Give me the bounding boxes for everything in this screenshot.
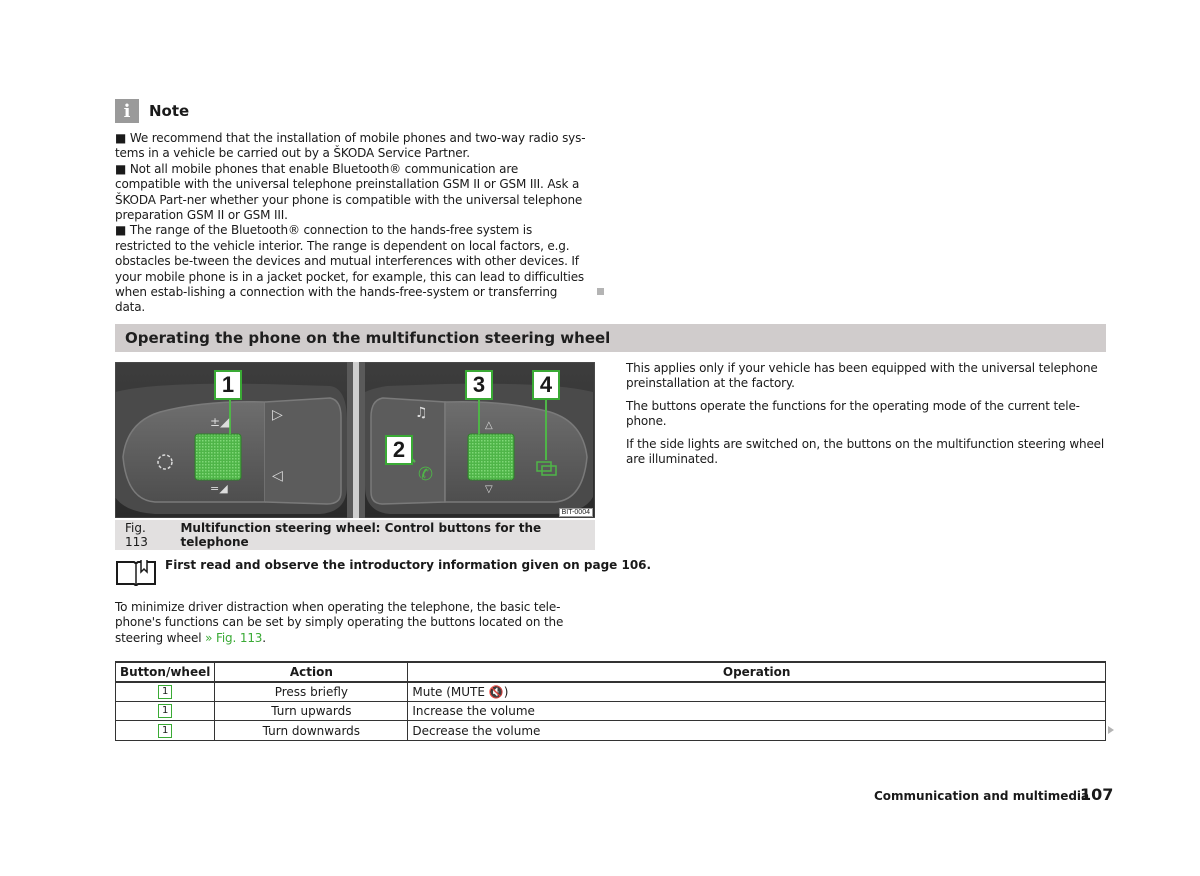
- action-cell: Turn upwards: [215, 701, 408, 721]
- section-header: [115, 324, 1106, 352]
- paragraph: The buttons operate the functions for the operating mode of the current tele-phone.: [626, 398, 1080, 429]
- figure-caption: [115, 520, 595, 550]
- book-icon: [115, 558, 157, 588]
- steering-wheel-figure: [115, 362, 595, 518]
- section-title: Operating the phone on the multifunction steering wheel: [125, 329, 611, 347]
- button-number-badge: 1: [158, 724, 172, 738]
- table-row: [116, 721, 1106, 741]
- svg-text:△: △: [485, 420, 493, 431]
- note-bullet: ■ The range of the Bluetooth® connection to the hands-free system is restricted to the vehicle interior. The range is dependent on local factors, e.g. obstacles be-tween the devices and mutual interferences with other devices. If your mobile phone is in a jacket pocket, for example, this can lead to difficulties when estab-lishing a connection with the hands-free-system or transferring data.: [115, 223, 585, 315]
- callout-1: 1: [214, 370, 242, 400]
- svg-text:±◢: ±◢: [210, 415, 230, 429]
- action-cell: Press briefly: [215, 682, 408, 702]
- right-column: [626, 361, 1106, 474]
- operation-cell: Increase the volume: [408, 701, 1106, 721]
- svg-text:♫: ♫: [415, 405, 428, 421]
- callout-2: 2: [385, 435, 413, 465]
- table-header-row: [116, 662, 1106, 682]
- svg-text:=◢: =◢: [210, 482, 228, 495]
- caption-text: Multifunction steering wheel: Control buttons for the telephone: [180, 521, 542, 549]
- svg-text:✆: ✆: [418, 464, 434, 485]
- table-row: [116, 701, 1106, 721]
- intro-paragraph: To minimize driver distraction when operating the telephone, the basic tele-phone's functions can be set by simply operating the buttons located on the steering wheel » Fig. 113.: [115, 600, 564, 645]
- info-icon: i: [115, 99, 139, 123]
- callout-4: 4: [532, 370, 560, 400]
- operations-table: [115, 661, 1106, 741]
- footer-chapter-label: Communication and multimedia: [874, 789, 1090, 803]
- column-header: Operation: [408, 662, 1106, 682]
- end-of-section-marker: [597, 288, 604, 295]
- button-number-badge: 1: [158, 685, 172, 699]
- continued-arrow-icon: [1108, 726, 1114, 734]
- steering-wheel-illustration: [115, 362, 595, 518]
- read-first-hint: First read and observe the introductory information given on page 106.: [165, 558, 652, 572]
- paragraph: If the side lights are switched on, the buttons on the multifunction steering wheel are illuminated.: [626, 436, 1105, 467]
- note-bullet: ■ Not all mobile phones that enable Bluetooth® communication are compatible with the universal telephone preinstallation GSM II or GSM III. Ask a ŠKODA Part-ner whether your phone is compatible with the universal telephone preparation GSM II or GSM III.: [115, 161, 583, 223]
- column-header: Button/wheel: [116, 662, 215, 682]
- figure-code: BIT-0004: [559, 508, 593, 517]
- action-cell: Turn downwards: [215, 721, 408, 741]
- note-title: Note: [149, 102, 190, 120]
- callout-3: 3: [465, 370, 493, 400]
- button-number-badge: 1: [158, 704, 172, 718]
- svg-text:▽: ▽: [485, 484, 493, 495]
- svg-text:◁: ◁: [272, 468, 283, 484]
- operation-cell: Decrease the volume: [408, 721, 1106, 741]
- caption-number: Fig. 113: [125, 521, 148, 549]
- table-row: [116, 682, 1106, 702]
- note-bullet: ■ We recommend that the installation of mobile phones and two-way radio sys-tems in a vehicle be carried out by a ŠKODA Service Partner.: [115, 131, 586, 161]
- svg-text:▷: ▷: [272, 407, 283, 423]
- paragraph: This applies only if your vehicle has been equipped with the universal telephone preinstallation at the factory.: [626, 361, 1098, 391]
- note-body: [115, 131, 587, 316]
- figure-link[interactable]: » Fig. 113: [205, 630, 263, 645]
- note-header: [115, 98, 189, 124]
- operation-cell: Mute (MUTE 🔇): [408, 682, 1106, 702]
- page-number: 107: [1080, 785, 1114, 804]
- column-header: Action: [215, 662, 408, 682]
